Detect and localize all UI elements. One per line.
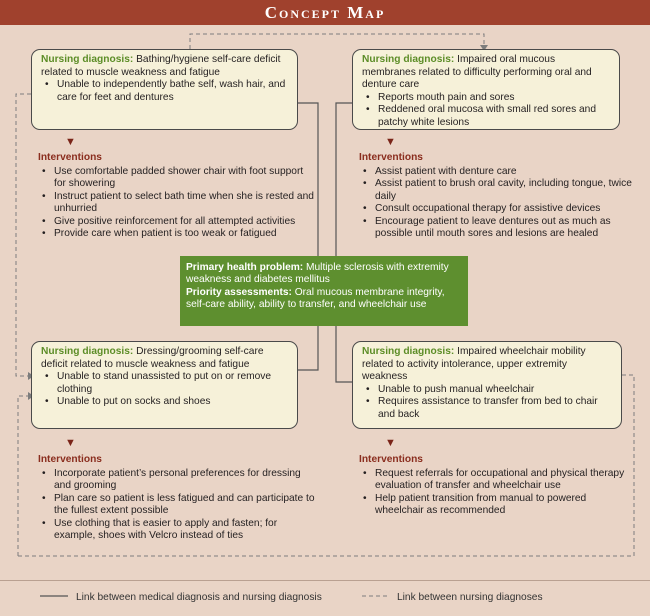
intervention-item: • Instruct patient to select bath time when she is rested and unhurried (38, 191, 316, 216)
primary-problem-label: Primary health problem: (186, 262, 304, 273)
interventions-list (38, 468, 318, 543)
intervention-item: • Provide care when patient is too weak or fatigued (38, 228, 316, 241)
legend-solid-label: Link between medical diagnosis and nursing diagnosis (76, 592, 322, 603)
nursing-diagnosis-text: Dressing/grooming self-care deficit related to muscle weakness and fatigue (41, 346, 264, 370)
assessment-item: • Requires assistance to transfer from bed to chair and back (362, 396, 613, 421)
nursing-diagnosis-text: Impaired oral mucous membranes related to difficulty performing oral and denture care (362, 54, 592, 91)
intervention-item: • Use comfortable padded shower chair with foot support for showering (38, 166, 316, 191)
assessment-item: • Unable to push manual wheelchair (362, 384, 613, 397)
down-arrow-icon: ▼ (385, 136, 396, 148)
down-arrow-icon: ▼ (65, 437, 76, 449)
assessment-list (362, 384, 613, 422)
intervention-item: • Request referrals for occupational and physical therapy evaluation of transfer and wheelchair use (359, 468, 629, 493)
assessment-list (41, 79, 289, 104)
assessment-item: • Reddened oral mucosa with small red sores and patchy white lesions (362, 104, 611, 129)
priority-assessments-label: Priority assessments: (186, 286, 292, 298)
nursing-diagnosis-box-bathing (31, 49, 298, 130)
priority-assessments-text: Oral mucous membrane integrity, self-care ability, ability to transfer, and wheelchair use (186, 286, 445, 311)
assessment-list (41, 371, 289, 409)
interventions-bathing (38, 152, 316, 241)
interventions-title: Interventions (38, 454, 102, 465)
interventions-list (359, 166, 639, 241)
interventions-title: Interventions (359, 454, 423, 465)
intervention-item: • Help patient transition from manual to powered wheelchair as recommended (359, 493, 629, 518)
intervention-item: • Assist patient to brush oral cavity, including tongue, twice daily (359, 178, 639, 203)
primary-problem-text: Multiple sclerosis with extremity weakness and diabetes mellitus (186, 262, 449, 286)
intervention-item: • Incorporate patient’s personal preferences for dressing and grooming (38, 468, 318, 493)
interventions-list (38, 166, 316, 241)
intervention-item: • Assist patient with denture care (359, 166, 639, 179)
legend-divider (0, 580, 650, 581)
primary-health-problem-box (180, 256, 468, 326)
assessment-item: • Unable to stand unassisted to put on or remove clothing (41, 371, 289, 396)
nursing-diagnosis-label: Nursing diagnosis: (362, 346, 455, 357)
nursing-diagnosis-box-dressing (31, 341, 298, 429)
intervention-item: • Encourage patient to leave dentures out as much as possible until mouth sores and lesions are healed (359, 216, 639, 241)
intervention-item: • Give positive reinforcement for all attempted activities (38, 216, 316, 229)
interventions-list (359, 468, 629, 518)
nursing-diagnosis-text: Impaired wheelchair mobility related to activity intolerance, upper extremity weakness (362, 346, 586, 383)
nursing-diagnosis-label: Nursing diagnosis: (362, 54, 455, 65)
interventions-oral-mucous (359, 152, 639, 241)
nursing-diagnosis-label: Nursing diagnosis: (41, 54, 134, 65)
nursing-diagnosis-label: Nursing diagnosis: (41, 346, 134, 357)
interventions-wheelchair (359, 454, 629, 518)
concept-map-title: Concept Map (0, 0, 650, 25)
assessment-item: • Unable to independently bathe self, wash hair, and care for feet and dentures (41, 79, 289, 104)
intervention-item: • Plan care so patient is less fatigued and can participate to the fullest extent possible (38, 493, 318, 518)
down-arrow-icon: ▼ (65, 136, 76, 148)
down-arrow-icon: ▼ (385, 437, 396, 449)
intervention-item: • Consult occupational therapy for assistive devices (359, 203, 639, 216)
solid-links (298, 103, 352, 382)
assessment-list (362, 92, 611, 130)
interventions-dressing (38, 454, 318, 543)
legend-dashed-label: Link between nursing diagnoses (397, 592, 543, 603)
interventions-title: Interventions (359, 152, 423, 163)
intervention-item: • Use clothing that is easier to apply and fasten; for example, shoes with Velcro instead of ties (38, 518, 318, 543)
assessment-item: • Unable to put on socks and shoes (41, 396, 289, 409)
assessment-item: • Reports mouth pain and sores (362, 92, 611, 105)
nursing-diagnosis-text: Bathing/hygiene self-care deficit related to muscle weakness and fatigue (41, 54, 281, 78)
interventions-title: Interventions (38, 152, 102, 163)
nursing-diagnosis-box-oral-mucous (352, 49, 620, 130)
nursing-diagnosis-box-wheelchair (352, 341, 622, 429)
